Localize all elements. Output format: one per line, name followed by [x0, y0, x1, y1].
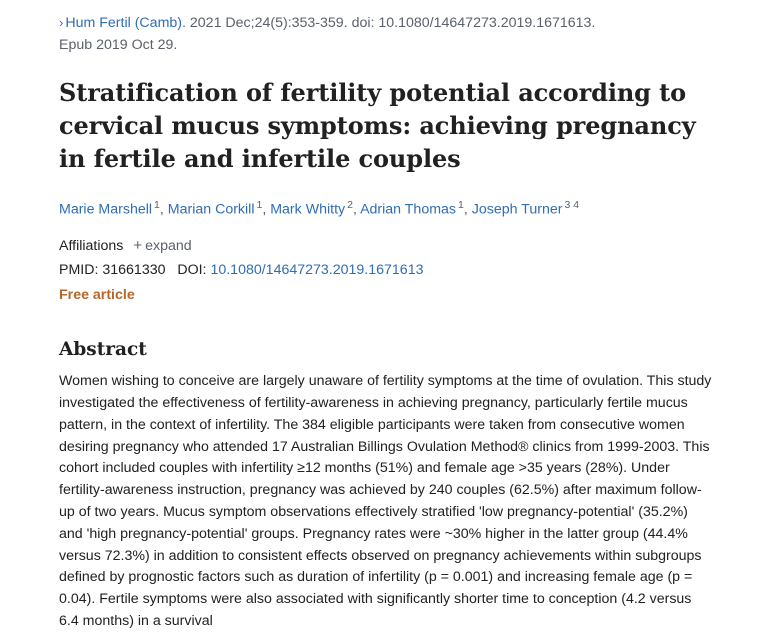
abstract-body [59, 371, 714, 633]
author-link[interactable]: Marie Marshell [59, 201, 153, 218]
author-link[interactable]: Marian Corkill [167, 201, 255, 218]
free-article-badge: Free article [59, 286, 135, 303]
affiliation-marker[interactable]: 2 [347, 199, 353, 211]
identifiers-row [59, 258, 719, 283]
affiliations-label: Affiliations [59, 237, 124, 254]
affiliations-expand-button[interactable]: + expand [133, 236, 192, 254]
citation-details: 2021 Dec;24(5):353-359. doi: 10.1080/14647273.2019.1671613. [185, 15, 596, 31]
plus-icon: + [133, 236, 143, 254]
citation [59, 12, 719, 56]
doi-link[interactable]: 10.1080/14647273.2019.1671613 [210, 262, 424, 279]
doi-label: DOI: [177, 262, 207, 279]
author-link[interactable]: Adrian Thomas [360, 201, 457, 218]
affiliation-marker[interactable]: 1 [458, 199, 464, 211]
epub-date: Epub 2019 Oct 29. [59, 37, 178, 53]
affiliations-row [59, 234, 719, 259]
affiliation-marker[interactable]: 1 [154, 199, 160, 211]
pmid-value: 31661330 [102, 262, 166, 279]
affiliation-marker[interactable]: 3 4 [564, 199, 580, 211]
article-title: Stratification of fertility potential according to cervical mucus symptoms: achieving pregnancy in fertile and infertile couples [59, 78, 696, 173]
author-link[interactable]: Joseph Turner [471, 201, 563, 218]
chevron-right-icon[interactable]: › [59, 15, 64, 30]
affiliation-marker[interactable]: 1 [256, 199, 263, 211]
abstract-text: Women wishing to conceive are largely unaware of fertility symptoms at the time of ovulation. This study investigated the effectiveness of fertility-awareness in achieving pregnancy, particularly fertile mucus pattern, in the context of infertility. The 384 eligible participants were taken from consecutive women desiring pregnancy who attended 17 Australian Billings Ovulation Method® clinics from 1999-2003. This cohort included couples with infertility ≥12 months (51%) and female age >35 years (28%). Under fertility-awareness instruction, pregnancy was achieved by 240 couples (62.5%) after maximum follow-up of two years. Mucus symptom observations effectively stratified 'low pregnancy-potential' (35.2%) and 'high pregnancy-potential' groups. Pregnancy rates were ~30% higher in the latter group (44.4% versus 72.3%) in addition to consistent effects observed on pregnancy achievements within subgroups defined by prognostic factors such as duration of infertility (p = 0.001) and increasing female age (p = 0.04). Fertile symptoms were also associated with significantly shorter time to conception (4.2 versus 6.4 months) in a survival [59, 373, 712, 629]
journal-link[interactable]: Hum Fertil (Camb). [65, 15, 186, 31]
abstract-heading: Abstract [59, 339, 147, 361]
author-list: Marie Marshell $^1$, Marian Corkill $^1$, Mark Whitty $^2$, Adrian Thomas $^1$, Joseph Turner $^{3 4}$ [59, 199, 580, 218]
pmid-label: PMID: [59, 262, 99, 279]
free-article-row [59, 283, 719, 308]
author-link[interactable]: Mark Whitty [270, 201, 346, 218]
